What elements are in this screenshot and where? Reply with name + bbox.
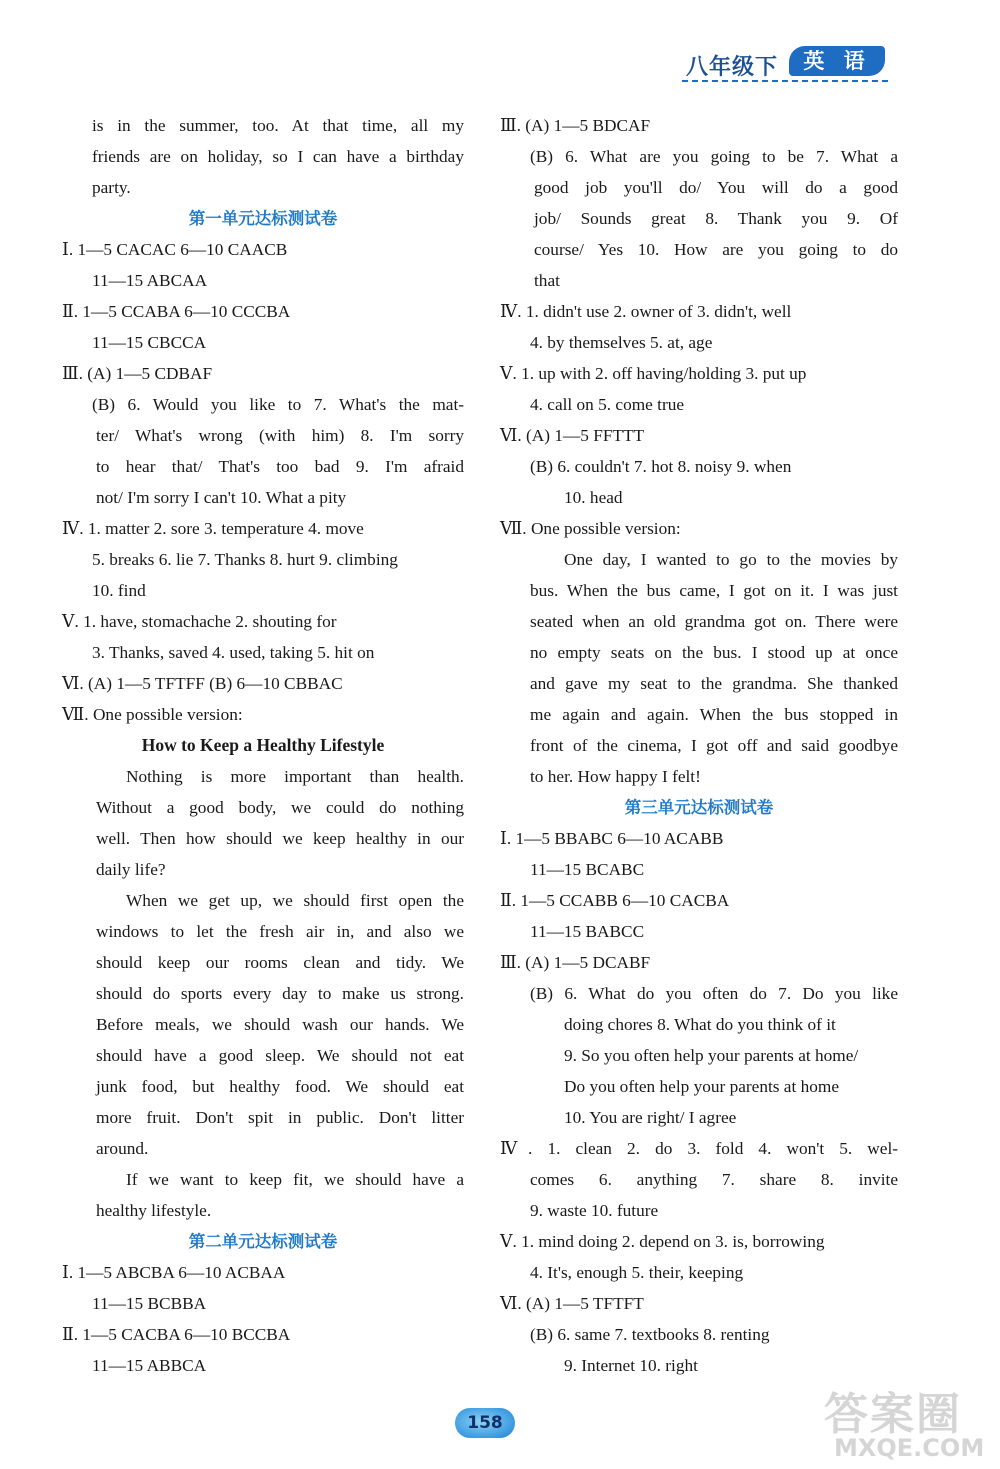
answer-line: junk food, but healthy food. We should eat	[96, 1077, 464, 1096]
answer-line: 11—15 CBCCA	[92, 333, 207, 352]
answer-line: well. Then how should we keep healthy in our	[96, 829, 464, 848]
answer-line: ter/ What's wrong (with him) 8. I'm sorry	[96, 426, 464, 445]
answer-line: Ⅱ. 1—5 CCABB 6—10 CACBA	[500, 891, 730, 910]
answer-line: Ⅱ. 1—5 CACBA 6—10 BCCBA	[62, 1325, 291, 1344]
answer-line: (B) 6. Would you like to 7. What's the mat-	[92, 395, 464, 414]
answer-line: Ⅴ. 1. up with 2. off having/holding 3. put up	[500, 364, 807, 383]
answer-line: Ⅵ. (A) 1—5 FFTTT	[500, 426, 645, 445]
answer-line: seated when an old grandma got on. There were	[530, 612, 898, 631]
answer-line: to hear that/ That's too bad 9. I'm afraid	[96, 457, 464, 476]
answer-line: more fruit. Don't spit in public. Don't litter	[96, 1108, 464, 1127]
answer-line: (B) 6. couldn't 7. hot 8. noisy 9. when	[530, 457, 792, 476]
answer-line: that	[534, 271, 560, 290]
answer-line: doing chores 8. What do you think of it	[564, 1015, 836, 1034]
answer-line: 4. call on 5. come true	[530, 395, 685, 414]
answer-line: Do you often help your parents at home	[564, 1077, 839, 1096]
answer-line: (B) 6. What do you often do 7. Do you like	[530, 984, 898, 1003]
answer-line: is in the summer, too. At that time, all my	[92, 116, 464, 135]
answer-line: should do sports every day to make us strong.	[96, 984, 464, 1003]
answer-line: When we get up, we should first open the	[126, 891, 464, 910]
answer-line: 11—15 ABBCA	[92, 1356, 207, 1375]
answer-line: healthy lifestyle.	[96, 1201, 212, 1220]
answer-line: Ⅴ. 1. mind doing 2. depend on 3. is, borrowing	[500, 1232, 825, 1251]
answer-line: 4. by themselves 5. at, age	[530, 333, 713, 352]
answer-line: Ⅳ. 1. matter 2. sore 3. temperature 4. move	[62, 519, 364, 538]
answer-line: Ⅱ. 1—5 CCABA 6—10 CCCBA	[62, 302, 291, 321]
left-column	[62, 110, 464, 1381]
right-column	[500, 110, 898, 1381]
answer-line: Ⅲ. (A) 1—5 BDCAF	[500, 116, 651, 135]
header-divider	[682, 80, 888, 82]
answer-line: 10. You are right/ I agree	[564, 1108, 737, 1127]
answer-line: no empty seats on the bus. I stood up at once	[530, 643, 898, 662]
answer-line: Ⅳ. 1. didn't use 2. owner of 3. didn't, well	[500, 302, 792, 321]
answer-line: 11—15 BCABC	[530, 860, 645, 879]
answer-line: 11—15 ABCAA	[92, 271, 208, 290]
answer-line: around.	[96, 1139, 149, 1158]
answer-line: Ⅲ. (A) 1—5 CDBAF	[62, 364, 213, 383]
answer-line: Ⅵ. (A) 1—5 TFTFF (B) 6—10 CBBAC	[62, 674, 343, 693]
answer-line: Ⅲ. (A) 1—5 DCABF	[500, 953, 651, 972]
answer-line: Ⅰ. 1—5 CACAC 6—10 CAACB	[62, 240, 288, 259]
answer-line: 9. waste 10. future	[530, 1201, 659, 1220]
answer-line: Without a good body, we could do nothing	[96, 798, 464, 817]
answer-line: (B) 6. same 7. textbooks 8. renting	[530, 1325, 770, 1344]
answer-line: Ⅰ. 1—5 BBABC 6—10 ACABB	[500, 829, 724, 848]
answer-line: 11—15 BCBBA	[92, 1294, 207, 1313]
answer-line: windows to let the fresh air in, and also we	[96, 922, 464, 941]
subject-badge: 英 语	[789, 46, 885, 76]
answer-line: me again and again. When the bus stopped in	[530, 705, 898, 724]
answer-line: Ⅳ. 1. clean 2. do 3. fold 4. won't 5. wel-	[500, 1139, 898, 1158]
page-number: 158	[455, 1408, 515, 1438]
answer-line: to her. How happy I felt!	[530, 767, 701, 786]
answer-line: bus. When the bus came, I got on it. I was just	[530, 581, 898, 600]
watermark-logo	[820, 1378, 996, 1468]
section-heading: 第一单元达标测试卷	[188, 209, 338, 228]
answer-line: comes 6. anything 7. share 8. invite	[530, 1170, 898, 1189]
answer-line: party.	[92, 178, 131, 197]
answer-line: daily life?	[96, 860, 166, 879]
answer-line: 5. breaks 6. lie 7. Thanks 8. hurt 9. climbing	[92, 550, 398, 569]
answer-line: Ⅶ. One possible version:	[500, 519, 681, 538]
answer-line: 9. Internet 10. right	[564, 1356, 698, 1375]
answer-line: job/ Sounds great 8. Thank you 9. Of	[534, 209, 898, 228]
answer-line: Before meals, we should wash our hands. We	[96, 1015, 464, 1034]
answer-line: (B) 6. What are you going to be 7. What a	[530, 147, 898, 166]
answer-line: If we want to keep fit, we should have a	[126, 1170, 464, 1189]
page-header	[676, 44, 890, 84]
answer-line: Ⅶ. One possible version:	[62, 705, 243, 724]
answer-line: friends are on holiday, so I can have a birthday	[92, 147, 464, 166]
answer-line: Ⅵ. (A) 1—5 TFTFT	[500, 1294, 644, 1313]
answer-line: 4. It's, enough 5. their, keeping	[530, 1263, 744, 1282]
answer-line: Ⅴ. 1. have, stomachache 2. shouting for	[62, 612, 337, 631]
answer-line: 9. So you often help your parents at home/	[564, 1046, 859, 1065]
grade-label: 八年级下	[686, 55, 779, 80]
essay-title: How to Keep a Healthy Lifestyle	[141, 735, 385, 755]
answer-line: 10. head	[564, 488, 623, 507]
answer-line: course/ Yes 10. How are you going to do	[534, 240, 898, 259]
answer-line: 11—15 BABCC	[530, 922, 645, 941]
section-heading: 第三单元达标测试卷	[624, 798, 774, 817]
answer-line: should keep our rooms clean and tidy. We	[96, 953, 464, 972]
answer-line: One day, I wanted to go to the movies by	[564, 550, 898, 569]
answer-line: Nothing is more important than health.	[126, 767, 464, 786]
answer-line: should have a good sleep. We should not eat	[96, 1046, 464, 1065]
section-heading: 第二单元达标测试卷	[188, 1232, 338, 1251]
answer-line: 3. Thanks, saved 4. used, taking 5. hit on	[92, 643, 375, 662]
answer-line: not/ I'm sorry I can't 10. What a pity	[96, 488, 347, 507]
watermark-url: MXQE.COM	[834, 1434, 985, 1462]
answer-line: front of the cinema, I got off and said goodbye	[530, 736, 898, 755]
answer-line: and gave my seat to the grandma. She thanked	[530, 674, 898, 693]
answer-line: 10. find	[92, 581, 146, 600]
answer-line: Ⅰ. 1—5 ABCBA 6—10 ACBAA	[62, 1263, 286, 1282]
answer-line: good job you'll do/ You will do a good	[534, 178, 898, 197]
watermark-glyphs: 答案圈	[824, 1389, 962, 1440]
